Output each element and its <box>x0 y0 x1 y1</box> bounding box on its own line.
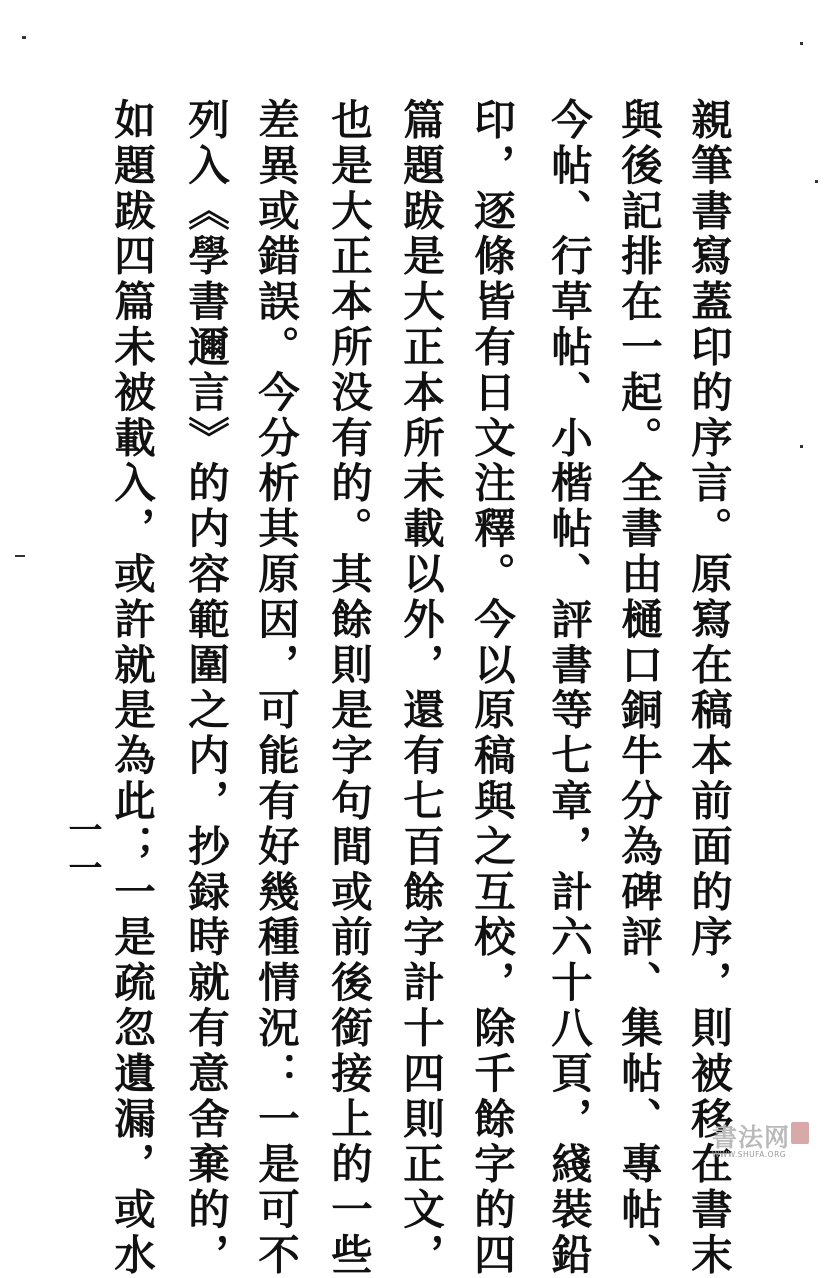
text-column-8: 列入《學書邇言》的内容範圍之内，抄録時就有意舍棄的， <box>181 98 230 1278</box>
watermark-logo-text: 書法网 <box>712 1123 791 1152</box>
watermark-url: WWW.SHUFA.ORG <box>712 1150 787 1159</box>
scan-speck <box>815 180 818 183</box>
text-column-6: 也是大正本所没有的。其餘則是字句間或前後銜接上的一些 <box>324 98 373 1278</box>
text-column-2: 與後記排在一起。全書由樋口銅牛分為碑評、集帖、專帖、 <box>614 98 663 1278</box>
text-column-7: 差異或錯誤。今分析其原因，可能有好幾種情況：一是可不 <box>251 98 300 1278</box>
watermark-seal-icon <box>791 1122 809 1144</box>
scan-speck <box>800 445 803 448</box>
text-column-4: 印，逐條皆有日文注釋。今以原稿與之互校，除千餘字的四 <box>467 98 516 1278</box>
site-watermark <box>712 1118 812 1162</box>
page-number: 一一 <box>62 812 102 888</box>
scan-speck <box>15 555 25 557</box>
text-column-3: 今帖、行草帖、小楷帖、評書等七章，計六十八頁，綫裝鉛 <box>544 98 593 1278</box>
text-column-5: 篇題跋是大正本所未載以外，還有七百餘字計十四則正文， <box>396 98 445 1278</box>
text-column-9: 如題跋四篇未被載入，或許就是為此；一是疏忽遺漏，或水 <box>107 98 156 1278</box>
text-column-1: 親筆書寫蓋印的序言。原寫在稿本前面的序，則被移在書末 <box>684 98 733 1278</box>
scan-speck <box>800 42 803 45</box>
scan-speck <box>22 36 26 39</box>
